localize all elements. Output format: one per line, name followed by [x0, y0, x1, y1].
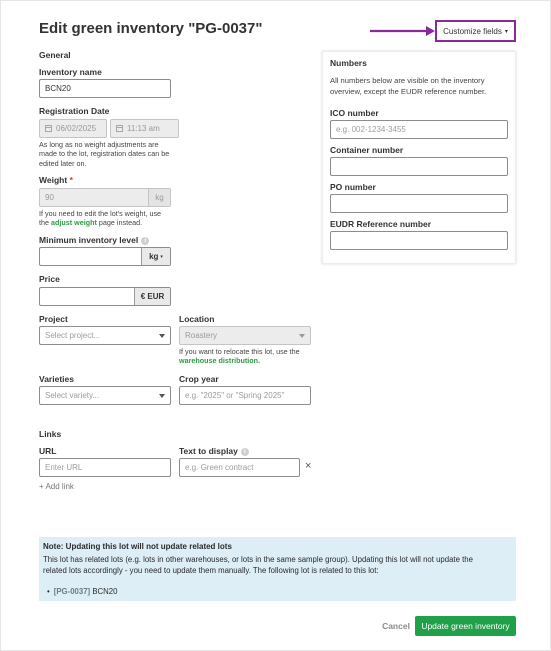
- required-marker: *: [69, 175, 73, 185]
- ico-number-label: ICO number: [330, 108, 379, 118]
- project-select[interactable]: [39, 326, 171, 345]
- text-to-display-placeholder: e.g. Green contract: [185, 463, 254, 472]
- weight-help-line: If you need to edit the lot's weight, use: [39, 209, 162, 218]
- weight-help-line: [39, 218, 161, 227]
- caret-down-icon: [299, 334, 305, 338]
- weight-help: [39, 209, 161, 228]
- location-select[interactable]: [179, 326, 311, 345]
- url-input[interactable]: [39, 458, 171, 477]
- remove-link-icon[interactable]: ×: [305, 460, 312, 472]
- registration-help-line: made to the lot, registration dates can be: [39, 149, 170, 159]
- weight-input[interactable]: [39, 188, 171, 207]
- eudr-reference-label: EUDR Reference number: [330, 219, 432, 229]
- weight-label-text: Weight: [39, 175, 68, 185]
- clock-icon: [116, 125, 123, 132]
- weight-value: 90: [45, 193, 54, 202]
- warehouse-distribution-link[interactable]: warehouse distribution.: [179, 356, 261, 366]
- bullet-icon: •: [47, 587, 50, 596]
- min-inventory-label-text: Minimum inventory level: [39, 235, 139, 245]
- min-inventory-label: [39, 235, 149, 245]
- text-to-display-input[interactable]: [179, 458, 300, 477]
- note-body-line: related lots accordingly - you need to update them manually. The following lot is related to this lot:: [43, 566, 379, 575]
- price-input[interactable]: [39, 287, 171, 306]
- related-lot-name: BCN20: [92, 587, 118, 596]
- note-body: [43, 554, 513, 576]
- registration-date-value: 06/02/2025: [56, 124, 97, 133]
- min-inventory-unit: kg: [149, 252, 159, 261]
- url-placeholder: Enter URL: [45, 463, 83, 472]
- location-help-line: If you want to relocate this lot, use the: [179, 347, 300, 356]
- inventory-name-value: BCN20: [45, 84, 71, 93]
- section-links: Links: [39, 429, 62, 439]
- chevron-down-icon: ▾: [504, 28, 508, 35]
- registration-date-input[interactable]: [39, 119, 107, 138]
- annotation-arrow-icon: [368, 25, 436, 37]
- inventory-name-label: Inventory name: [39, 67, 102, 77]
- container-number-input[interactable]: [330, 157, 508, 176]
- note-body-line: This lot has related lots (e.g. lots in other warehouses, or lots in the same sample group). Updating this lot will not update the: [43, 555, 473, 564]
- info-icon[interactable]: i: [241, 448, 249, 456]
- varieties-select[interactable]: [39, 386, 171, 405]
- project-label: Project: [39, 314, 68, 324]
- weight-help-post: page instead.: [96, 218, 143, 228]
- location-value: Roastery: [185, 331, 218, 340]
- page-title: Edit green inventory "PG-0037": [39, 20, 263, 37]
- project-placeholder: Select project...: [45, 331, 101, 340]
- section-numbers: Numbers: [330, 58, 367, 68]
- registration-time-value: 11:13 am: [127, 124, 160, 133]
- chevron-down-icon: ▾: [160, 253, 163, 260]
- varieties-label: Varieties: [39, 374, 74, 384]
- numbers-description-line: All numbers below are visible on the inventory: [330, 76, 485, 85]
- caret-down-icon: [159, 334, 165, 338]
- numbers-description: [330, 76, 486, 97]
- related-lot-id[interactable]: [PG-0037]: [53, 587, 91, 596]
- varieties-placeholder: Select variety...: [45, 391, 100, 400]
- customize-fields-label: Customize fields: [443, 26, 502, 36]
- container-number-label: Container number: [330, 145, 404, 155]
- update-green-inventory-button[interactable]: Update green inventory: [415, 616, 516, 636]
- registration-date-label: Registration Date: [39, 106, 110, 116]
- crop-year-label: Crop year: [179, 374, 219, 384]
- min-inventory-unit-select[interactable]: [141, 248, 170, 265]
- note-title: Note: Updating this lot will not update related lots: [43, 542, 232, 551]
- url-label: URL: [39, 446, 57, 456]
- crop-year-input[interactable]: [179, 386, 311, 405]
- location-label: Location: [179, 314, 215, 324]
- location-help: [179, 347, 300, 366]
- registration-help-line: edited later on.: [39, 158, 87, 168]
- po-number-label: PO number: [330, 182, 376, 192]
- weight-unit: kg: [148, 189, 170, 206]
- numbers-description-line: overview, except the EUDR reference number.: [330, 86, 487, 96]
- customize-fields-button[interactable]: [435, 20, 516, 42]
- registration-help: [39, 140, 169, 168]
- adjust-weight-link[interactable]: adjust weight: [51, 218, 97, 228]
- min-inventory-input[interactable]: [39, 247, 171, 266]
- inventory-name-input[interactable]: [39, 79, 171, 98]
- ico-number-placeholder: e.g. 002-1234-3455: [336, 125, 406, 134]
- related-lot-item: [47, 587, 117, 596]
- caret-down-icon: [159, 394, 165, 398]
- eudr-reference-input[interactable]: [330, 231, 508, 250]
- ico-number-input[interactable]: [330, 120, 508, 139]
- section-general: General: [39, 50, 71, 60]
- calendar-icon: [45, 125, 52, 132]
- registration-help-line: As long as no weight adjustments are: [39, 140, 159, 149]
- text-to-display-label-text: Text to display: [179, 446, 238, 456]
- registration-time-input[interactable]: [110, 119, 179, 138]
- weight-help-pre: the: [39, 218, 51, 228]
- info-icon[interactable]: i: [141, 237, 149, 245]
- price-label: Price: [39, 274, 60, 284]
- weight-label: [39, 175, 73, 185]
- text-to-display-label: [179, 446, 249, 456]
- po-number-input[interactable]: [330, 194, 508, 213]
- add-link-button[interactable]: + Add link: [39, 482, 74, 491]
- crop-year-placeholder: e.g. "2025" or "Spring 2025": [185, 391, 285, 400]
- price-currency: € EUR: [134, 288, 170, 305]
- cancel-button[interactable]: Cancel: [382, 621, 410, 631]
